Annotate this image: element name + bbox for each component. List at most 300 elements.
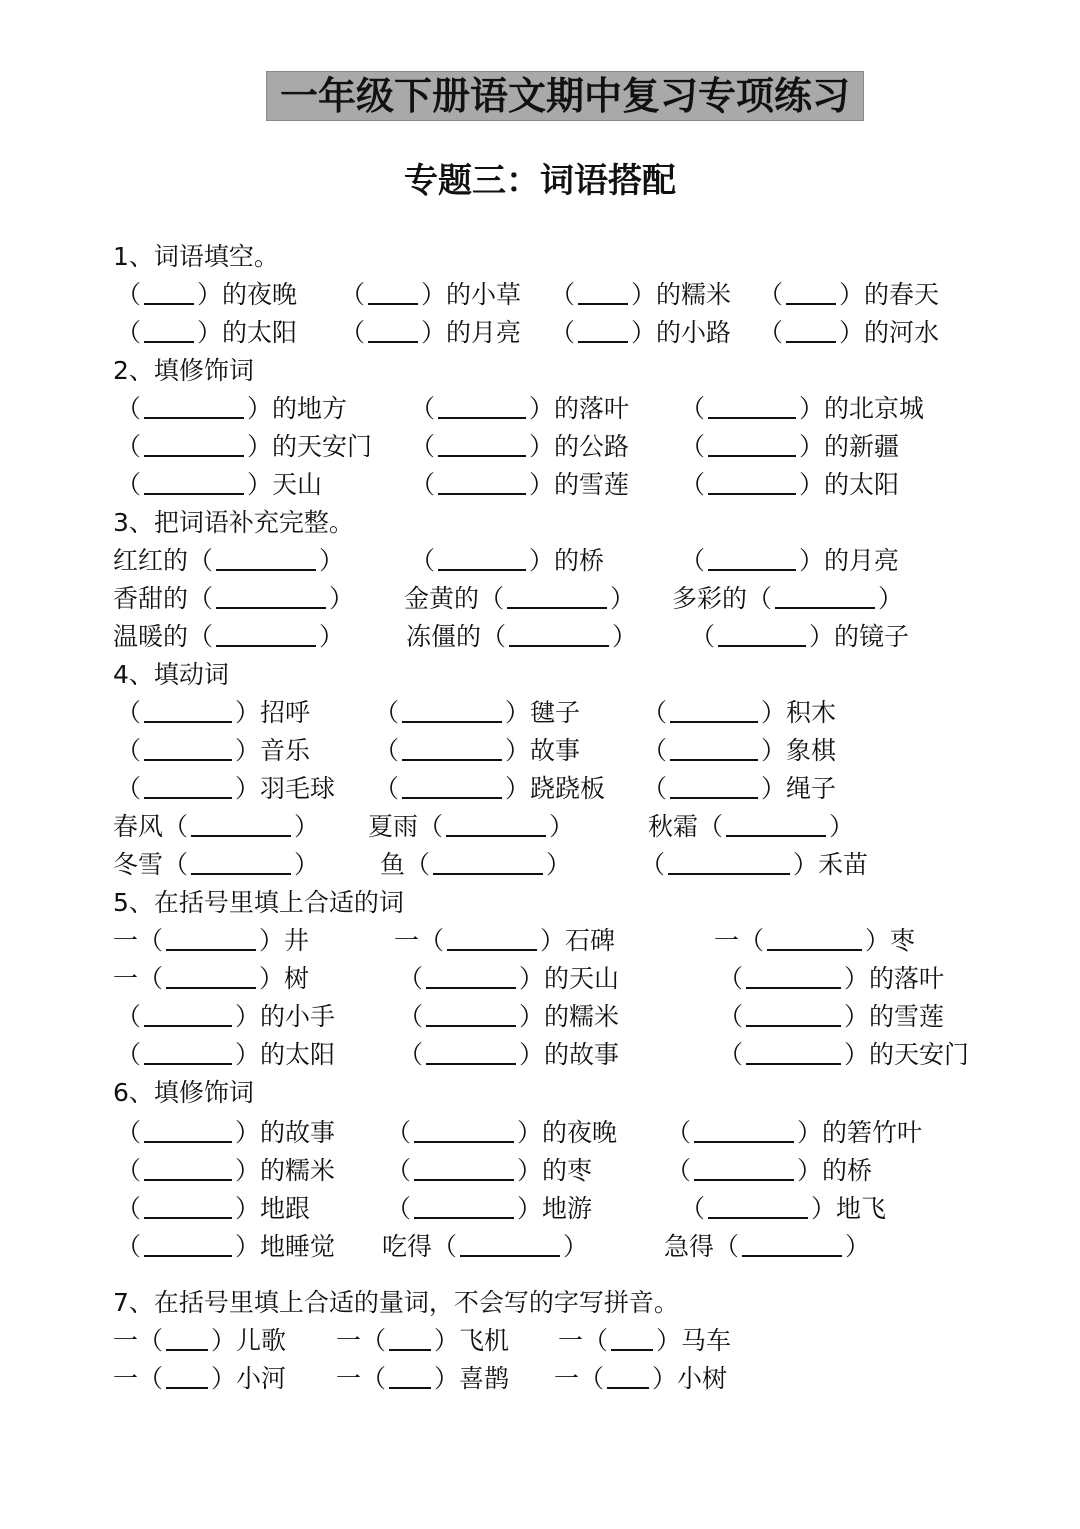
item-suffix: 地跟 [260,1194,311,1223]
item-prefix: 一 [714,926,740,955]
answer-blank[interactable] [414,1137,514,1143]
answer-blank[interactable] [668,869,790,875]
item-suffix: 的糯米 [544,1002,620,1031]
open-paren: （ [398,964,424,993]
open-paren: （ [680,394,706,423]
fill-blank-item [404,580,635,618]
item-suffix: 的夜晚 [542,1118,618,1147]
item-suffix: 禾苗 [818,850,869,879]
close-paren: ） [844,964,870,993]
close-paren: ） [529,432,555,461]
item-suffix: 小树 [677,1364,728,1393]
open-paren: （ [386,1194,412,1223]
item-prefix: 金黄的 [404,584,480,613]
fill-blank-item [374,732,580,770]
close-paren: ） [505,774,531,803]
close-paren: ） [294,812,320,841]
answer-blank[interactable] [433,869,543,875]
item-suffix: 马车 [681,1326,732,1355]
fill-blank-item [642,770,836,808]
item-suffix: 的公路 [554,432,630,461]
item-suffix: 天山 [272,470,323,499]
answer-blank[interactable] [426,983,516,989]
fill-blank-item [550,314,731,352]
answer-blank[interactable] [426,1059,516,1065]
answer-blank[interactable] [607,1383,649,1389]
answer-blank[interactable] [746,1059,841,1065]
close-paren: ） [235,1156,261,1185]
answer-blank[interactable] [786,337,836,343]
open-paren: （ [680,1194,706,1223]
open-paren: （ [579,1364,605,1393]
item-prefix: 夏雨 [368,812,419,841]
open-paren: （ [116,1118,142,1147]
answer-blank[interactable] [144,1021,232,1027]
close-paren: ） [319,622,345,651]
close-paren: ） [259,926,285,955]
answer-blank[interactable] [368,299,418,305]
answer-blank[interactable] [767,945,862,951]
close-paren: ） [235,698,261,727]
close-paren: ） [519,964,545,993]
close-paren: ） [878,584,904,613]
answer-blank[interactable] [708,451,796,457]
fill-blank-item [386,1152,592,1190]
close-paren: ） [235,1194,261,1223]
item-suffix: 的春天 [864,280,940,309]
open-paren: （ [698,812,724,841]
answer-blank[interactable] [389,1345,431,1351]
item-prefix: 一 [336,1326,362,1355]
close-paren: ） [519,1040,545,1069]
item-suffix: 喜鹊 [459,1364,510,1393]
fill-blank-item [386,1114,617,1152]
answer-blank[interactable] [786,299,836,305]
answer-blank[interactable] [611,1345,653,1351]
close-paren: ） [247,432,273,461]
fill-blank-item [410,542,604,580]
answer-blank[interactable] [426,1021,516,1027]
answer-blank[interactable] [166,1345,208,1351]
fill-blank-item [116,390,347,428]
open-paren: （ [550,318,576,347]
answer-blank[interactable] [144,1059,232,1065]
open-paren: （ [718,964,744,993]
fill-blank-item [374,694,580,732]
item-suffix: 的桥 [554,546,605,575]
item-suffix: 故事 [530,736,581,765]
item-prefix: 红红的 [113,546,189,575]
item-suffix: 地睡觉 [260,1232,336,1261]
close-paren: ） [865,926,891,955]
fill-blank-item [690,618,909,656]
fill-blank-item [398,998,619,1036]
open-paren: （ [116,470,142,499]
answer-blank[interactable] [694,1137,794,1143]
close-paren: ） [211,1326,237,1355]
answer-blank[interactable] [447,945,537,951]
close-paren: ） [517,1194,543,1223]
answer-blank[interactable] [446,831,546,837]
answer-blank[interactable] [144,1175,232,1181]
section-heading: 4、填动词 [113,660,229,689]
item-prefix: 秋霜 [648,812,699,841]
answer-blank[interactable] [414,1213,514,1219]
answer-blank[interactable] [460,1251,560,1257]
item-suffix: 的月亮 [446,318,522,347]
fill-blank-item [406,618,637,656]
fill-blank-item [718,998,944,1036]
fill-blank-item [640,846,868,884]
fill-blank-item [714,922,915,960]
answer-blank[interactable] [144,717,232,723]
fill-blank-item [113,846,319,884]
open-paren: （ [739,926,765,955]
answer-blank[interactable] [708,1213,808,1219]
close-paren: ） [235,1002,261,1031]
open-paren: （ [680,470,706,499]
open-paren: （ [116,394,142,423]
fill-blank-item [680,542,899,580]
open-paren: （ [419,926,445,955]
fill-blank-item [113,580,354,618]
item-suffix: 积木 [786,698,837,727]
open-paren: （ [481,622,507,651]
open-paren: （ [666,1156,692,1185]
open-paren: （ [642,774,668,803]
close-paren: ） [319,546,345,575]
close-paren: ） [845,1232,871,1261]
close-paren: ） [761,698,787,727]
fill-blank-item [410,466,629,504]
answer-blank[interactable] [368,337,418,343]
open-paren: （ [361,1364,387,1393]
item-suffix: 的落叶 [869,964,945,993]
fill-blank-item [382,1228,588,1266]
item-prefix: 急得 [664,1232,715,1261]
item-suffix: 的北京城 [824,394,925,423]
answer-blank[interactable] [402,793,502,799]
open-paren: （ [718,1040,744,1069]
answer-blank[interactable] [389,1383,431,1389]
item-suffix: 毽子 [530,698,581,727]
open-paren: （ [138,1326,164,1355]
answer-blank[interactable] [144,451,244,457]
fill-blank-item [116,428,372,466]
answer-blank[interactable] [578,299,628,305]
section-heading: 1、词语填空。 [113,242,279,271]
answer-blank[interactable] [670,717,758,723]
item-suffix: 小河 [236,1364,287,1393]
answer-blank[interactable] [216,565,316,571]
item-prefix: 一 [394,926,420,955]
close-paren: ） [631,280,657,309]
close-paren: ） [799,432,825,461]
fill-blank-item [558,1322,731,1360]
close-paren: ） [235,1232,261,1261]
close-paren: ） [421,318,447,347]
fill-blank-item [113,1360,286,1398]
open-paren: （ [410,546,436,575]
answer-blank[interactable] [509,641,609,647]
open-paren: （ [583,1326,609,1355]
item-prefix: 一 [554,1364,580,1393]
fill-blank-item [410,428,629,466]
worksheet-title: 一年级下册语文期中复习专项练习 [279,74,850,118]
close-paren: ） [294,850,320,879]
open-paren: （ [188,546,214,575]
open-paren: （ [405,850,431,879]
answer-blank[interactable] [144,337,194,343]
fill-blank-item [398,1036,619,1074]
answer-blank[interactable] [507,603,607,609]
item-suffix: 的夜晚 [222,280,298,309]
answer-blank[interactable] [144,413,244,419]
item-suffix: 地飞 [836,1194,887,1223]
fill-blank-item [648,808,854,846]
fill-blank-item [336,1360,509,1398]
item-suffix: 跷跷板 [530,774,606,803]
fill-blank-item [680,390,924,428]
fill-blank-item [368,808,574,846]
answer-blank[interactable] [166,983,256,989]
answer-blank[interactable] [402,717,502,723]
answer-blank[interactable] [144,489,244,495]
fill-blank-item [336,1322,509,1360]
fill-blank-item [554,1360,727,1398]
answer-blank[interactable] [670,793,758,799]
open-paren: （ [116,698,142,727]
answer-blank[interactable] [694,1175,794,1181]
fill-blank-item [113,1322,286,1360]
open-paren: （ [116,774,142,803]
item-suffix: 的太阳 [222,318,298,347]
item-suffix: 的天安门 [869,1040,970,1069]
answer-blank[interactable] [191,831,291,837]
open-paren: （ [747,584,773,613]
fill-blank-item [116,466,322,504]
close-paren: ） [540,926,566,955]
answer-blank[interactable] [670,755,758,761]
answer-blank[interactable] [166,945,256,951]
fill-blank-item [380,846,571,884]
answer-blank[interactable] [216,641,316,647]
fill-blank-item [116,1190,310,1228]
open-paren: （ [361,1326,387,1355]
close-paren: ） [211,1364,237,1393]
close-paren: ） [517,1156,543,1185]
open-paren: （ [398,1002,424,1031]
close-paren: ） [529,546,555,575]
item-suffix: 枣 [890,926,916,955]
close-paren: ） [517,1118,543,1147]
answer-blank[interactable] [438,565,526,571]
fill-blank-item [116,732,310,770]
item-suffix: 的糯米 [656,280,732,309]
answer-blank[interactable] [438,413,526,419]
close-paren: ） [652,1364,678,1393]
answer-blank[interactable] [414,1175,514,1181]
close-paren: ） [197,280,223,309]
close-paren: ） [797,1118,823,1147]
open-paren: （ [718,1002,744,1031]
fill-blank-item [113,922,309,960]
topic-subtitle: 专题三：词语搭配 [404,161,676,201]
answer-blank[interactable] [718,641,806,647]
fill-blank-item [680,466,899,504]
open-paren: （ [410,470,436,499]
close-paren: ） [197,318,223,347]
fill-blank-item [116,1114,335,1152]
close-paren: ） [799,394,825,423]
open-paren: （ [116,318,142,347]
answer-blank[interactable] [438,489,526,495]
answer-blank[interactable] [191,869,291,875]
close-paren: ） [546,850,572,879]
item-prefix: 香甜的 [113,584,189,613]
close-paren: ） [797,1156,823,1185]
fill-blank-item [116,998,335,1036]
fill-blank-item [116,314,297,352]
open-paren: （ [138,926,164,955]
answer-blank[interactable] [144,793,232,799]
open-paren: （ [116,432,142,461]
answer-blank[interactable] [166,1383,208,1389]
answer-blank[interactable] [746,983,841,989]
close-paren: ） [329,584,355,613]
item-prefix: 一 [558,1326,584,1355]
open-paren: （ [642,698,668,727]
item-suffix: 的故事 [260,1118,336,1147]
item-prefix: 一 [336,1364,362,1393]
answer-blank[interactable] [144,755,232,761]
close-paren: ） [612,622,638,651]
close-paren: ） [829,812,855,841]
section-heading: 6、填修饰词 [113,1078,254,1107]
item-suffix: 的小手 [260,1002,336,1031]
fill-blank-item [664,1228,870,1266]
close-paren: ） [844,1002,870,1031]
answer-blank[interactable] [708,489,796,495]
open-paren: （ [386,1156,412,1185]
close-paren: ） [235,1118,261,1147]
item-prefix: 春风 [113,812,164,841]
open-paren: （ [340,280,366,309]
item-suffix: 音乐 [260,736,311,765]
open-paren: （ [138,1364,164,1393]
answer-blank[interactable] [775,603,875,609]
item-prefix: 吃得 [382,1232,433,1261]
open-paren: （ [680,432,706,461]
item-suffix: 的雪莲 [554,470,630,499]
close-paren: ） [799,546,825,575]
answer-blank[interactable] [708,565,796,571]
fill-blank-item [374,770,605,808]
item-suffix: 羽毛球 [260,774,336,803]
item-suffix: 的箬竹叶 [822,1118,923,1147]
answer-blank[interactable] [144,1213,232,1219]
fill-blank-item [116,1036,335,1074]
close-paren: ） [434,1326,460,1355]
open-paren: （ [642,736,668,765]
fill-blank-item [113,618,344,656]
close-paren: ） [235,1040,261,1069]
item-prefix: 一 [113,1364,139,1393]
open-paren: （ [116,1040,142,1069]
fill-blank-item [116,770,335,808]
answer-blank[interactable] [746,1021,841,1027]
open-paren: （ [410,432,436,461]
fill-blank-item [680,1190,886,1228]
open-paren: （ [374,698,400,727]
close-paren: ） [259,964,285,993]
open-paren: （ [116,280,142,309]
open-paren: （ [550,280,576,309]
fill-blank-item [718,1036,969,1074]
close-paren: ） [549,812,575,841]
answer-blank[interactable] [402,755,502,761]
open-paren: （ [758,280,784,309]
fill-blank-item [550,276,731,314]
close-paren: ） [631,318,657,347]
close-paren: ） [761,774,787,803]
answer-blank[interactable] [726,831,826,837]
answer-blank[interactable] [144,299,194,305]
close-paren: ） [793,850,819,879]
item-suffix: 的月亮 [824,546,900,575]
close-paren: ） [839,318,865,347]
open-paren: （ [410,394,436,423]
open-paren: （ [116,1194,142,1223]
section-heading: 7、在括号里填上合适的量词，不会写的字写拼音。 [113,1288,679,1317]
fill-blank-item [394,922,615,960]
fill-blank-item [398,960,619,998]
answer-blank[interactable] [216,603,326,609]
fill-blank-item [758,276,939,314]
open-paren: （ [163,850,189,879]
item-suffix: 的雪莲 [869,1002,945,1031]
open-paren: （ [163,812,189,841]
item-suffix: 的河水 [864,318,940,347]
open-paren: （ [690,622,716,651]
open-paren: （ [680,546,706,575]
item-suffix: 树 [284,964,310,993]
answer-blank[interactable] [708,413,796,419]
close-paren: ） [505,736,531,765]
answer-blank[interactable] [144,1251,232,1257]
answer-blank[interactable] [578,337,628,343]
open-paren: （ [116,736,142,765]
item-suffix: 的天安门 [272,432,373,461]
item-suffix: 的小草 [446,280,522,309]
open-paren: （ [188,584,214,613]
answer-blank[interactable] [144,1137,232,1143]
fill-blank-item [116,694,310,732]
close-paren: ） [799,470,825,499]
open-paren: （ [432,1232,458,1261]
close-paren: ） [839,280,865,309]
close-paren: ） [235,736,261,765]
fill-blank-item [642,694,836,732]
item-suffix: 地游 [542,1194,593,1223]
fill-blank-item [116,276,297,314]
open-paren: （ [640,850,666,879]
close-paren: ） [505,698,531,727]
answer-blank[interactable] [742,1251,842,1257]
open-paren: （ [116,1156,142,1185]
item-suffix: 绳子 [786,774,837,803]
answer-blank[interactable] [438,451,526,457]
